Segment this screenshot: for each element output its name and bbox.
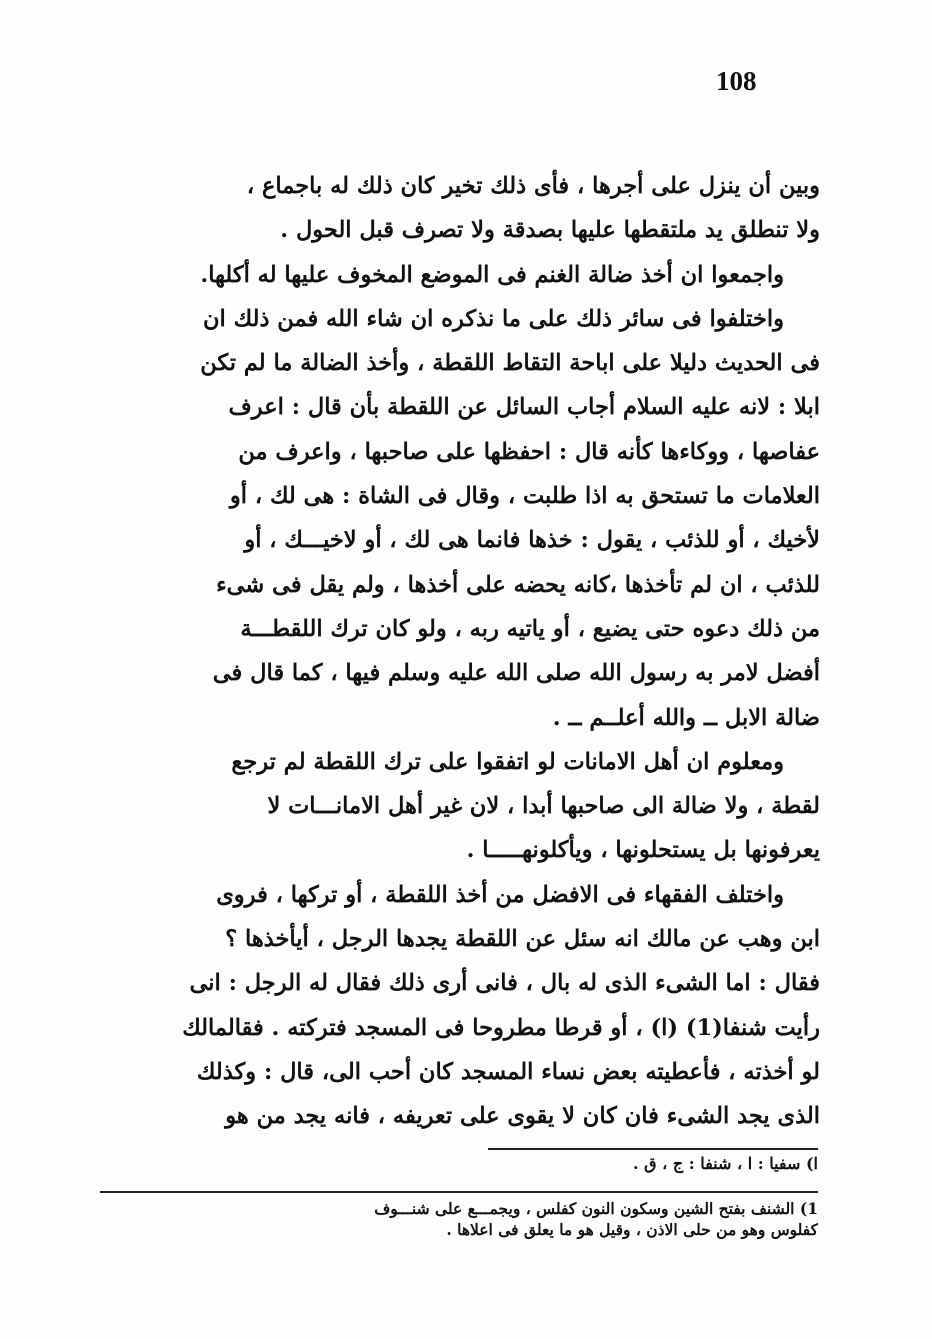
footnote-line: كفلوس وهو من حلى الاذن ، وقيل هو ما يعلق فى اعلاها . <box>446 1220 818 1239</box>
text-line: فقال : اما الشىء الذى له بال ، فانى أرى ذلك فقال له الرجل : انى <box>189 970 820 997</box>
text-line: للذئب ، ان لم تأخذها ،كانه يحضه على أخذها ، ولم يقل فى شىء <box>216 571 820 598</box>
footnote <box>100 1198 818 1240</box>
text-line: ابن وهب عن مالك انه سئل عن اللقطة يجدها الرجل ، أيأخذها ؟ <box>225 926 820 953</box>
text-line: فى الحديث دليلا على اباحة التقاط اللقطة ، وأخذ الضالة ما لم تكن <box>200 350 820 377</box>
text-line: لو أخذته ، فأعطيته بعض نساء المسجد كان أحب الى، قال : وكذلك <box>196 1058 820 1085</box>
text-line: العلامات ما تستحق به اذا طلبت ، وقال فى الشاة : هى لك ، أو <box>229 483 820 510</box>
text-line: عفاصها ، ووكاءها كأنه قال : احفظها على صاحبها ، واعرف من <box>238 438 820 465</box>
footnote-line: 1) الشنف بفتح الشين وسكون النون كفلس ، ويجمـــع على شنـــوف <box>374 1199 818 1218</box>
page-number: 108 <box>716 66 757 96</box>
variant-note: ا) سفيا : ا ، شنفا : ج ، ق . <box>632 1154 818 1173</box>
variant-rule <box>488 1148 818 1150</box>
footnote-rule <box>100 1191 818 1193</box>
text-line: لأخيك ، أو للذئب ، يقول : خذها فانما هى لك ، أو لاخيـــك ، أو <box>244 527 820 554</box>
text-line: لقطة ، ولا ضالة الى صاحبها أبدا ، لان غير أهل الامانـــات لا <box>267 793 820 820</box>
text-line: ابلا : لانه عليه السلام أجاب السائل عن اللقطة بأن قال : اعرف <box>228 394 820 421</box>
text-line: يعرفونها بل يستحلونها ، ويأكلونهـــــا . <box>466 837 820 864</box>
text-line: ولا تنطلق يد ملتقطها عليها بصدقة ولا تصرف قبل الحول . <box>280 217 820 244</box>
text-line: ضالة الابل ــ والله أعلــم ــ . <box>552 704 820 731</box>
text-line: واختلف الفقهاء فى الافضل من أخذ اللقطة ، أو تركها ، فروى <box>216 881 784 908</box>
text-line: ومعلوم ان أهل الامانات لو اتفقوا على ترك اللقطة لم ترجع <box>231 748 784 775</box>
text-line: واختلفوا فى سائر ذلك على ما نذكره ان شاء الله فمن ذلك ان <box>203 305 784 332</box>
text-line: وبين أن ينزل على أجرها ، فأى ذلك تخير كان ذلك له باجماع ، <box>246 173 820 199</box>
text-line: من ذلك دعوه حتى يضيع ، أو ياتيه ربه ، ولو كان ترك اللقطـــة <box>240 615 820 642</box>
text-line: الذى يجد الشىء فان كان لا يقوى على تعريفه ، فانه يجد من هو <box>225 1103 820 1130</box>
body-text <box>114 164 820 1139</box>
text-line: واجمعوا ان أخذ ضالة الغنم فى الموضع المخوف عليها له أكلها. <box>200 261 784 288</box>
text-line: أفضل لامر به رسول الله صلى الله عليه وسلم فيها ، كما قال فى <box>212 660 820 687</box>
text-line: رأيت شنفا(1) (ا) ، أو قرطا مطروحا فى المسجد فتركته . فقالمالك <box>182 1014 820 1041</box>
